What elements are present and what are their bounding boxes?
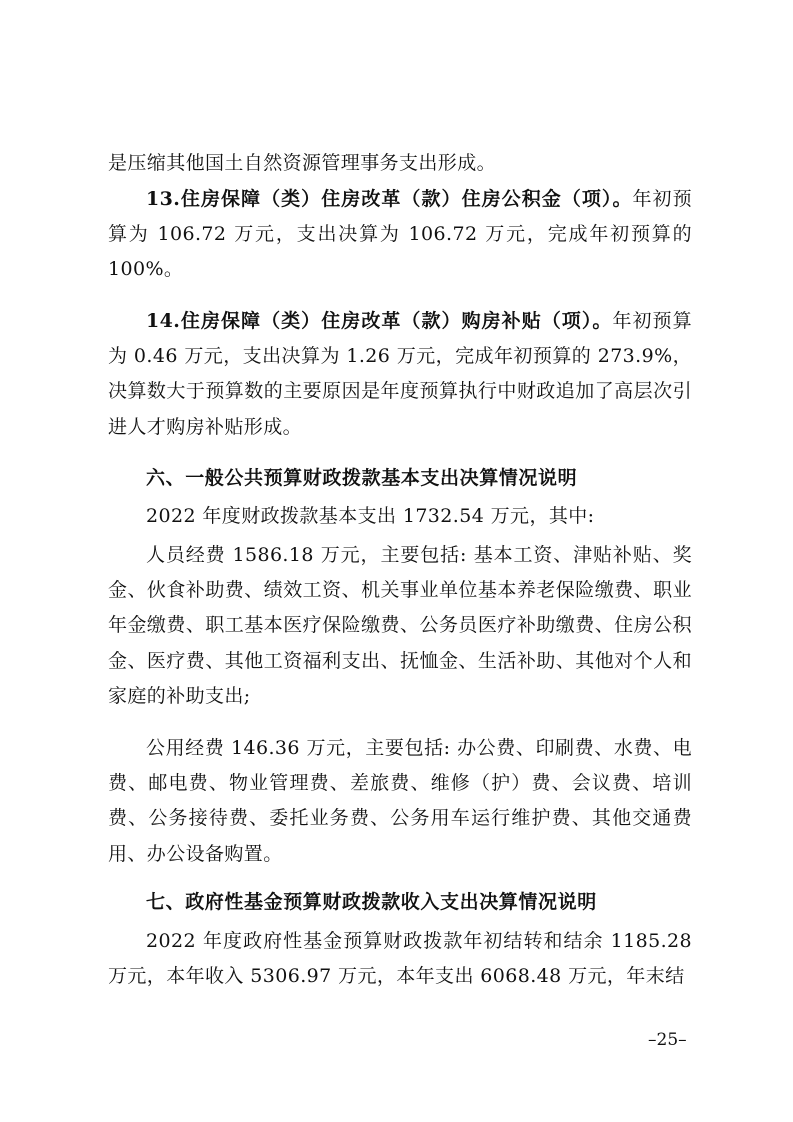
section-heading-7: 七、政府性基金预算财政拨款收入支出决算情况说明 — [146, 891, 597, 913]
paragraph-public-expenses — [108, 731, 692, 872]
paragraph-text: 公用经费 146.36 万元，主要包括: 办公费、印刷费、水费、电费、邮电费、物业管理费、差旅费、维修（护）费、会议费、培训费、公务接待费、委托业务费、公务用车运行维护费、其他交通费用、办公设备购置。 — [108, 737, 692, 865]
section-heading-6: 六、一般公共预算财政拨款基本支出决算情况说明 — [146, 467, 578, 489]
paragraph-text: 2022 年度财政拨款基本支出 1732.54 万元，其中: — [146, 505, 595, 527]
item-14-body: 年初预算为 0.46 万元，支出决算为 1.26 万元，完成年初预算的 273.9%，决算数大于预算数的主要原因是年度预算执行中财政追加了高层次引进人才购房补贴形成。 — [108, 310, 692, 438]
paragraph-personnel-expenses — [108, 538, 692, 714]
item-13-heading: 13.住房保障（类）住房改革（款）住房公积金（项）。 — [146, 188, 633, 210]
paragraph-text: 是压缩其他国土自然资源管理事务支出形成。 — [108, 152, 497, 174]
paragraph-basic-expenditure — [108, 499, 692, 534]
item-13-body: 年初预算为 106.72 万元，支出决算为 106.72 万元，完成年初预算的 100%。 — [108, 188, 692, 281]
paragraph-text: 人员经费 1586.18 万元，主要包括: 基本工资、津贴补贴、奖金、伙食补助费、绩效工资、机关事业单位基本养老保险缴费、职业年金缴费、职工基本医疗保险缴费、公务员医疗补助缴费、住房公积金、医疗费、其他工资福利支出、抚恤金、生活补助、其他对个人和家庭的补助支出; — [108, 544, 692, 707]
paragraph-government-fund — [108, 924, 692, 994]
paragraph-continuation — [108, 146, 692, 181]
item-14-heading: 14.住房保障（类）住房改革（款）购房补贴（项）。 — [146, 310, 613, 332]
paragraph-text: 2022 年度政府性基金预算财政拨款年初结转和结余 1185.28 万元，本年收入 5306.97 万元，本年支出 6068.48 万元，年末结 — [108, 930, 692, 988]
paragraph-item-13 — [108, 182, 692, 288]
paragraph-item-14 — [108, 304, 692, 445]
page-number: –25– — [648, 1030, 687, 1050]
